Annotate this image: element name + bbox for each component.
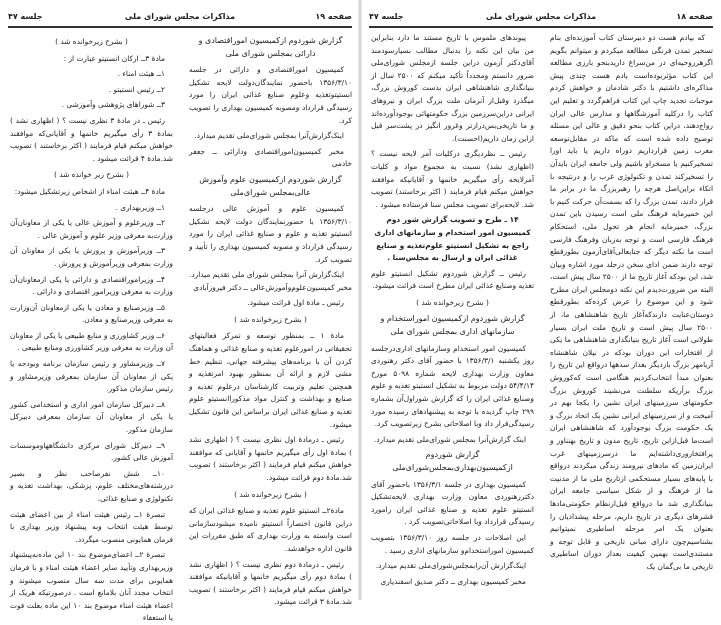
paragraph: رئیس ـ درمادهٔ دوم نظری نیست ؟ ( اظهاری نشد ) بمادهٔ دوم رأی میگیریم خانمها و آقایانیکه موافقند خواهش میکنم قیام فرمایند ( اکثر برخاستند ) تصویب شد.مادهٔ ۳ قرائت میشود. xyxy=(189,559,352,607)
paragraph: ۸ــ دبیرکل سازمان امور اداری و استخدامی کشور یا یکی از معاونان آن سازمان بمعرفی دبیرکل سازمان مذکور. xyxy=(10,399,173,435)
paragraph: پیوندهای ملموس با تاریخ مستند ما دارد بنابراین من بیان این نکته را بدنبال مطالب بسیارسودمند آقای‌دکتر آزمون دراین جلسه ازمجلس شورای‌ملی ضرور دانستم ومجدداً تأکید میکنم که ۲۵۰۰ سال از بنیانگذاری شاهنشاهی ایران بدست کوروش بزرگ، میگذرد وقبل‌از آنزمان ملت بزرگ ایران و نیروهای ایرانی دراین‌سرزمین بزرگ حکومتهائی بوجودآورده‌اند و ما تاریخی‌بس‌درازتر وغرور انگیز در پشت‌سر قبل ازاین زمان داریم(احسنت). xyxy=(371,33,534,143)
reading-note: ( بشرح زیرخوانده شد ) xyxy=(234,489,307,499)
paragraph: ۱۰ــ شش نفرصاحب نظر و بصیر دررشته‌های‌مختلف علوم، پزشکی، بهداشت تغذیه و تکنولوژی و صنایع غذائی. xyxy=(10,468,173,503)
paragraph: که بیادم هست دو دبیرستان کتاب آموزنده‌ای بنام تسخیر تمدن فرنگی مطالعه میکردم و میتوانم بگویم اگرهرروحیه‌ای در من‌سراغ دارید‌بنحو بارزی مطالعه این کتاب مؤثربوده‌است یادم هست چندی پیش مذاکره‌ای داشتیم با دکتر شادمان و خواهش کردم موجبات تجدید چاپ این کتاب فراهم‌گردد و تعلیم این کتاب را درکلیه آموزشگاهها و مدارس عالی ایران رواج‌دهند، دراین کتاب بنحو دقیق و عالی این مسئله توضیح داده شده است که ماکه در مقابل‌توسعه مغرب زمین قرارداریم دوراه داریم یا باید اورا تسخیرکنیم یا مسخراو باشیم ولی جامعه ایران بایدآن را تسخیرکند تمدن و تکنولوژی غرب را و درنتیجه با اتکاء براین‌اصل هرچه را رهبربزرگ ما در برابر ما قرار دادند، تمدن بزرگ را که بسمت‌آن حرکت کنیم با این خمیرمایه فرهنگ ملی است رسیدن باین تمدن بزرگ، خمیرمایه انجام هر تحول ملی، استحکام فرهنگ فارسی است و توجه به‌زبان وفرهنگ فارسی است ما نکته دیگر که جنابعالی‌آقای‌آزمون بطورقطع توجه دارند ضمن ادای سخن درجلد مورد اشاره وبیان شد، این بودکه آغاز تاریخ ما از ۲۵۰۰ سال پیش است، البته من ضرورت‌دیدم این نکته دومجلس ایران مطرح شود و این موضوع را عرض کرده‌که بطورقطع دوستان‌عنایت دارند‌که‌آغاز تاریخ شاهنشاهی ما، از ۲۵۰۰ سال پیش است و تاریخ ملت ایران بسیار طولانی است آغاز تاریخ بنیانگذاری شاهنشاهی ما یکی از افتخارات این دوران بودکه در نیلان شاهنشاه آریامهر بزرگ باردیگر بعداز سدهها درواقع این تاریخ را بعنوان مبدأ انتخاب‌کردیم هنگامی است که‌کوروش بزرگ برأریکه سلطنت می‌نشیند کوروش بزرگ حکومتهای سرزمینهای ایران نشین را یکجا بهم در آمیخت و از سرزمینهای ایرانی نشین یک اتحاد بزرگ و یک حکومت بزرگ بوجودآورد که شاهنشاهی ایران است‌ما قبل‌ازاین تاریخ، تاریخ مدون و تاریخ بهنناور و پرافتخاروری‌داشته‌ایم ما درسرزمینهای غرب ایران‌زمین که مادهای نیرومند زندگی میکردند درواقع با پایه‌های بسیار مستحکمی ازتاریخ ملی ما از مدنیت ما از فرهنگ و از شکل سیاسی جامعه ایران بنیانگذاری شد ما درواقع قبل‌ازنظام حکومتی‌مادها قشرهای دیگری در تاریخ داریم، مرحله پیشدادیان را بعنوان یک امر مرحله اساطیری نمیتوانیم بشناسیم‌چون دارای مبانی تاریخی و قابل توجه و مستندی‌است بهمین کیفیت بعداز دوران اساطیری تاریخی ما بی‌گمان یک xyxy=(550,33,713,571)
paragraph: ۳ــ شوراهای پژوهشی وآموزشی . xyxy=(61,100,165,110)
paragraph: کمیسیون امور استخدام وسازمانهای اداری‌درجلسه روز یکشنبه ۱۳۵۶/۳/۱ با حضور آقای دکتر رهنوردی معاون وزارت بهداری لایحه شماره ۵۰۹۸ مورخ ۵۴/۴/۱۴ دولت مربوط به تشکیل انستیتو تغذیه و علوم وصنایع غذائی ایران را که گزارش شوراول‌آن بشماره ۲۹۹ چاپ گردیده با توجه به پیشنهادهای رسیده مورد رسیدگی‌قرار داد وبا اصلاحاتی بشرح زیرتصویب کرد. xyxy=(371,343,535,429)
paragraph: ۶ــ وزیر کشاورزی و منابع طبیعی یا یکی از معاونان آن وزارت به معرفی وزیر کشاورزی ومنابع طبیعی . xyxy=(10,330,173,353)
session-number: جلسه ۴۷ xyxy=(8,12,43,21)
reading-note: ( بشرح زیرخوانده شد ) xyxy=(234,314,307,324)
page-number: صفحه ۱۸ xyxy=(676,12,713,21)
paragraph: رئیس ـ در مادهٔ ۳ نظری نیست ؟ ( اظهاری نشد ) بمادهٔ ۳ رأی میگیریم خانمها و آقایانی‌که موافقند خواهش میکنم قیام فرمایند ( اکثر برخاستند ) تصویب شد.مادهٔ ۴ قرائت میشود . xyxy=(10,115,173,163)
reading-note: ( بشرح زیرخوانده شد ) xyxy=(55,37,128,46)
page-19 xyxy=(0,0,360,623)
paragraph: مادهٔ ۴ــ هیئت امناء از اشخاص زیرتشکیل میشود: xyxy=(14,186,165,196)
paragraph: کمیسیون علوم و آموزش عالی درجلسه ۱۳۵۶/۳/۱۰ با حضورنمایندگان دولت لایحه تشکیل انستیتو تغذیه و علوم و صنایع غذائی ایران را مورد رسیدگی قرارداد و مصوبه کمیسیون بهداری را تأیید و تصویب کرد. xyxy=(189,204,352,264)
section-heading: گزارش شوردوم ازکمیسیون اموراقتصادی و دارائی بمجلس شورای ملی xyxy=(198,36,343,58)
page-header xyxy=(8,8,352,28)
paragraph: ۴ــ وزیراموراقتصادی و دارائی یا یکی ازمعاونان‌آن وزارت به معرفی وزیرامور اقتصادی و دارائی . xyxy=(10,274,173,297)
paragraph: رئیس ــ گزارش شوردوم تشکیل انستیتو علوم تغذیه وصنایع غذائی ایران مطرح است قرائت میشود. xyxy=(371,268,534,291)
page-18 xyxy=(361,0,721,600)
paragraph: رئیس ــ نظردیگری درکلیات آمر لایحه نیست ؟ (اظهاری نشد) نسبت به مجموع مواد و کلیات آمرلایحه رأی میگیریم خانمها و آقایانیکه موافقند خواهش میکنم قیام فرمایند ( اکثر برخاستند) تصویب شد. لایحه‌برای تصویب مجلس سنا فرستاده میشود . xyxy=(371,149,534,209)
reading-note: ( بشرح زیرخوانده شد ) xyxy=(416,297,489,307)
paragraph: ۲ــ وزیرعلوم و آموزش عالی یا یکی از معاونان‌آن وزارت‌به معرفی وزیر علوم و آموزش عالی . xyxy=(10,218,173,240)
paragraph: ۱ــ هیئت امناء . xyxy=(117,69,165,79)
paragraph: کمیسیون اموراقتصادی و دارائی در جلسه ۱۳۵۶/۳/۱۰ باحضور نمایندگان‌دولت لایحه تشکیل انستیتوتغذیه وعلوم صنایع غذائی ایران را مورد رسیدگی قرارداد ومصوبه کمیسیون بهداری را تصویب کرد. xyxy=(189,65,352,125)
agenda-item-heading: ۱۴ ـ طرح و تصویب گزارش شور دوم کمیسیون امور استخدام و سازمانهای اداری راجع به تشکیل انستیتو علوم‌تغذیه و صنایع غذائی ایران و ارسال به مجلس‌سنا . xyxy=(374,215,531,263)
page-number: صفحه ۱۹ xyxy=(315,12,352,21)
running-title: مذاکرات مجلس شورای ملی xyxy=(124,12,236,21)
paragraph: اینک‌گزارش آنرا بمجلس شورای ملی تقدیم میدارد. مخبر کمیسیون‌علوم‌وآموزش‌عالی ــ دکتر فیروزآبادی xyxy=(189,270,352,292)
paragraph: رئیس ـ مادهٔ اول قرائت میشود. xyxy=(247,298,344,308)
paragraph: رئیس ـ درمادهٔ اول نظری نیست ؟ ( اظهاری نشد ) بمادهٔ اول رأی میگیریم خانمها و آقایانی که موافقند خواهش میکنم قیام فرمایند ( اکثر برخاستند ) تصویب شد.مادهٔ دوم قرائت میشود. xyxy=(189,435,352,482)
section-heading: گزارش شوردوم ازکمیسیون اموراستخدام و سازمانهای اداری بمجلس شورای ملی xyxy=(380,314,525,337)
paragraph: ۷ــ وزیرمشاور و رئیس سازمان برنامه وبودجه یا یکی از معاونان آن سازمان بمعرفی وزیرمشاور و رئیس سازمان مذکور. xyxy=(10,359,173,394)
paragraph: ۲ــ رئیس انستیتو . xyxy=(108,84,165,94)
text-column-right xyxy=(189,32,352,607)
paragraph: ۹ــ دبیرکل شورای مرکزی دانشگاهها‌وموسسات آموزش عالی کشور. xyxy=(10,440,173,463)
paragraph: ۵ــ وزیرصنایع و معادن یا یکی ازمعاونان آن‌وزارت به معرفی وزیرصنایع و معادن. xyxy=(10,302,173,325)
paragraph: اینک‌گزارش‌آنرا بمجلس شورای‌ملی تقدیم میدارد. xyxy=(194,131,344,141)
paragraph: کمیسیون بهداری در جلسه ۱۳۵۶/۳/۱ باحضور آقای دکتررهنوردی معاون وزارت بهداری لایحه‌تشکیل انستیتو علوم تغذیه و صنایع غذائی ایران رامورد رسیدگی قرارداد وبا اصلاحاتی‌تصویب کرد . xyxy=(371,479,534,527)
text-column-left xyxy=(10,32,173,623)
paragraph: ۳ــ وزیرآموزش و پرورش یا یکی از معاونان آن وزارت بمعرفی وزیرآموزش و پرورش . xyxy=(10,246,173,268)
paragraph: مادهٔ ۱ ــ بمنظور توسعه و تمرکز فعالیتهای تحقیقاتی در امورعلوم تغذیه و صنایع غذائی و هماهنگ کردن آن با برنامه‌های پیشرفته جهانی، تنظیم خط مشی لازم و ارائه آن بمنظور بهبود امرتغذیه و همچنین تعلیم وتربیت کارشناسان درعلوم تغذیه و صنایع و بهداشت و کنترل مواد مذکوراانستیتو علوم تغذیه و صنایع غذائی ایران براساس این قانون تشکیل میشود. xyxy=(189,331,352,429)
running-title: مذاکرات مجلس شورای ملی xyxy=(485,12,597,21)
text-column-left xyxy=(371,32,534,592)
paragraph: ۱ــ وزیربهداری . xyxy=(115,202,165,212)
paragraph: این اصلاحات در جلسه روز ۱۳۵۶/۳/۱۰ بتصویب کمیسیون اموراستخدام‌و سازمانهای اداری رسید . xyxy=(371,532,534,555)
paragraph: مادهٔ ۳ــ ارکان انستیتو عبارت از : xyxy=(63,53,165,63)
page-header xyxy=(369,8,713,28)
paragraph: مادهٔ۲ــ انستیتو علوم تغذیه و صنایع غذائی ایران که دراین قانون اختصاراً انستیتو نامیده میشودسازمانی است وابسته به وزارت بهداری که طبق مقررات این قانون اداره خواهدشد. xyxy=(189,506,352,553)
paragraph: مخبر کمیسیون بهداری ــ دکتر صدیق اسفندیاری xyxy=(380,576,526,586)
section-heading: گزارش شوردوم ازکمیسیون‌بهداری‌بمجلس‌شورای‌ملی xyxy=(392,450,513,472)
paragraph: تبصرهٔ ۱ــ رئیس هیئت امناء از بین اعضای هیئت توسط هیئت انتخاب وبه پیشنهاد وزیر بهداری با فرمان همایونی منصوب میگردد. xyxy=(10,509,173,544)
reading-note: ( بشرح زیر خوانده شد ) xyxy=(53,170,130,180)
paragraph: اینک گزارش‌آنرا بمجلس شورای‌ملی تقدیم میدارد. xyxy=(373,434,526,444)
paragraph: اینک‌گزارش آن‌رابمجلس‌شورای‌ملی تقدیم میدارد. xyxy=(375,561,526,571)
section-heading: گزارش شوردوم ازکمیسیون علوم وآموزش عالی‌بمجلس شورای‌ملی xyxy=(199,174,342,197)
paragraph: تبصرهٔ ۲ــ اعضای‌موضوع بند ۱۰ این ماده‌به‌پیشنهاد وزیربهداری وتأیید سایر اعضاء هیئت امناء و با فرمان همایونی برای مدت سه سال منصوب میشوند و انتخاب مجدد آنان بلامانع است . درصورتیکه هریک از اعضاء هیئت امناء موضوع بند ۱۰ این ماده بعلت فوت یا استعفاء xyxy=(10,550,173,623)
paragraph: مخبر کمیسیون‌اموراقتصادی ودارائی ــ جعفر خادمی xyxy=(189,146,352,169)
session-number: جلسه ۴۷ xyxy=(369,12,404,21)
text-column-right xyxy=(550,32,713,592)
